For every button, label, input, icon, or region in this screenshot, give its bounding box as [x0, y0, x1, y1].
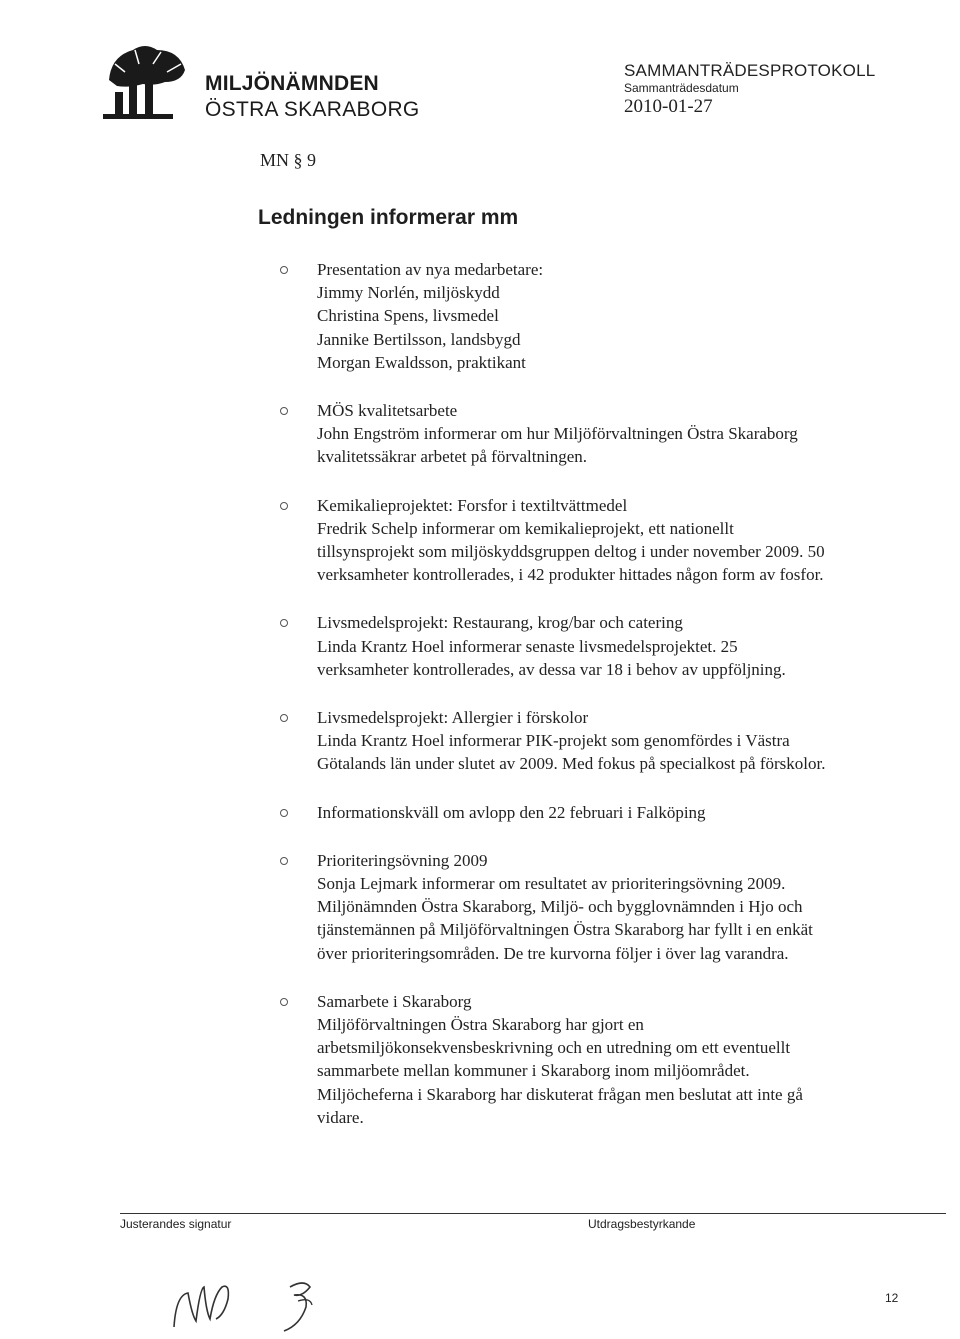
document-header	[624, 60, 875, 119]
organization-name	[205, 72, 420, 124]
bullet-icon	[280, 998, 288, 1006]
handwritten-initials	[170, 1275, 340, 1335]
bullet-icon	[280, 266, 288, 274]
tree-logo	[95, 42, 191, 124]
org-line-2: ÖSTRA SKARABORG	[205, 98, 420, 121]
signature-footer	[120, 1213, 946, 1231]
bullet-icon	[280, 619, 288, 627]
bullet-icon	[280, 714, 288, 722]
org-line-1: MILJÖNÄMNDEN	[205, 72, 379, 95]
list-item: Kemikalieprojektet: Forsfor i textiltvättmedel Fredrik Schelp informerar om kemikalieprojekt, ett nationellt tillsynsprojekt som miljöskyddsgruppen deltog i under november 2009. 50 verksamheter kontrollerades, i 42 produkter hittades någon form av fosfor.	[280, 494, 920, 587]
page-number: 12	[885, 1291, 899, 1305]
bullet-icon	[280, 857, 288, 865]
list-item: Livsmedelsprojekt: Restaurang, krog/bar och catering Linda Krantz Hoel informerar senaste livsmedelsprojektet. 25 verksamheter kontrollerades, av dessa var 18 i behov av uppföljning.	[280, 611, 920, 681]
page-title: Ledningen informerar mm	[258, 206, 519, 229]
list-item: Presentation av nya medarbetare: Jimmy Norlén, miljöskydd Christina Spens, livsmedel Jannike Bertilsson, landsbygd Morgan Ewaldsson, praktikant	[280, 258, 920, 374]
signature-rule	[120, 1213, 946, 1214]
bullet-icon	[280, 502, 288, 510]
date-label: Sammanträdesdatum	[624, 81, 739, 95]
signature-label: Justerandes signatur	[120, 1217, 232, 1231]
bullet-icon	[280, 407, 288, 415]
document-type: SAMMANTRÄDESPROTOKOLL	[624, 61, 876, 80]
list-item: Prioriteringsövning 2009 Sonja Lejmark informerar om resultatet av prioriteringsövning 2009. Miljönämnden Östra Skaraborg, Miljö- och bygglovnämnden i Hjo och tjänstemännen på Miljöförvaltningen Östra Skaraborg har fyllt i en enkät över prioriteringsområden. De tre kurvorna följer i över lag varandra.	[280, 849, 920, 965]
list-item: Livsmedelsprojekt: Allergier i förskolor Linda Krantz Hoel informerar PIK-projekt som genomfördes i Västra Götalands län under slutet av 2009. Med fokus på specialkost på förskolor.	[280, 706, 920, 776]
bullet-icon	[280, 809, 288, 817]
agenda-list	[280, 258, 920, 1129]
list-item: MÖS kvalitetsarbete John Engström informerar om hur Miljöförvaltningen Östra Skaraborg kvalitetssäkrar arbetet på förvaltningen.	[280, 399, 920, 469]
list-item: Samarbete i Skaraborg Miljöförvaltningen Östra Skaraborg har gjort en arbetsmiljökonsekvensbeskrivning och en utredning om ett eventuellt sammarbete mellan kommuner i Skaraborg inom miljöområdet. Miljöcheferna i Skaraborg har diskuterat frågan men beslutat att inte gå vidare.	[280, 990, 920, 1129]
meeting-date: 2010-01-27	[624, 96, 713, 117]
list-item: Informationskväll om avlopp den 22 februari i Falköping	[280, 801, 920, 824]
section-number: MN § 9	[260, 150, 317, 170]
extract-label: Utdragsbestyrkande	[588, 1217, 696, 1231]
